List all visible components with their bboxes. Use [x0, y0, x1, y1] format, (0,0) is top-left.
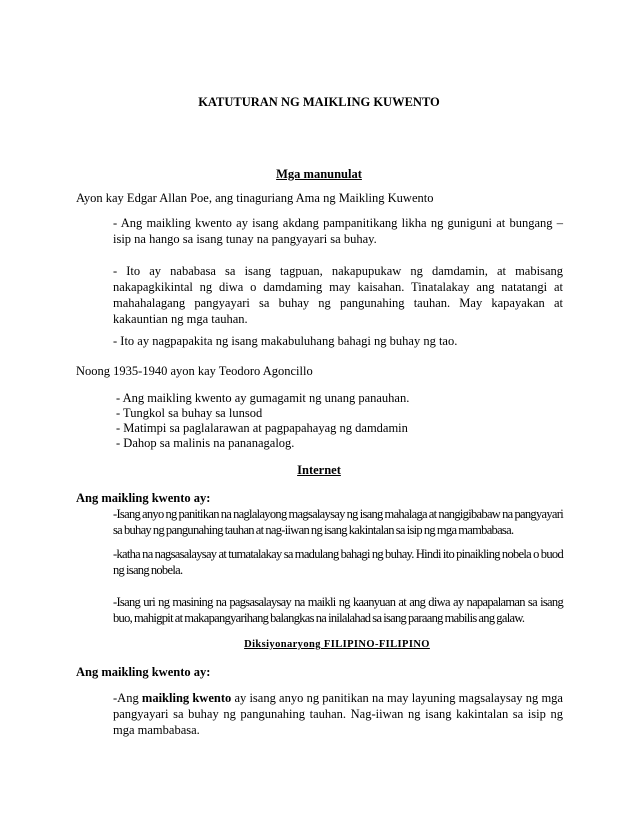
section-heading-internet: Internet — [297, 463, 341, 477]
section-heading-mga-manunulat: Mga manunulat — [276, 167, 362, 181]
section2-item-3: - Matimpi sa paglalarawan at pagpapahayag ng damdamin — [116, 421, 408, 435]
section4-lead: Ang maikling kwento ay: — [76, 665, 211, 679]
section2-intro: Noong 1935-1940 ayon kay Teodoro Agoncillo — [76, 364, 313, 378]
section2-item-2: - Tungkol sa buhay sa lunsod — [116, 406, 263, 420]
section2-item-1: - Ang maikling kwento ay gumagamit ng unang panauhan. — [116, 391, 410, 405]
section-heading-diksiyonaryo: Diksiyonaryong FILIPINO-FILIPINO — [244, 639, 430, 650]
section4-item-rest: ay isang anyo ng panitikan na may layuning magsalaysay ng mga pangyayari sa buhay ng pangunahing tauhan. Nag-iiwan ng isang kakintalan sa isip ng mga mambabasa. — [113, 691, 563, 737]
section3-item-3: -Isang uri ng masining na pagsasalaysay na maikli ng kaanyuan at ang diwa ay napapalaman sa isang buo, mahigpit at makapangyarihang balangkas na inilalahad sa isang paraang mabilis ang galaw. — [113, 595, 563, 625]
section2-item-4: - Dahop sa malinis na pananagalog. — [116, 436, 295, 450]
section4-item-1 — [113, 690, 563, 738]
section3-lead: Ang maikling kwento ay: — [76, 491, 211, 505]
section3-item-1: -Isang anyo ng panitikan na naglalayong magsalaysay ng isang mahalaga at nangigibabaw na pangyayari sa buhay ng pangunahing tauhan at nag-iiwan ng isang kakintalan sa isip ng mga mambabasa. — [113, 507, 563, 537]
section4-item-prefix: -Ang — [113, 691, 142, 705]
section4-item-term: maikling kwento — [141, 691, 232, 705]
section1-item-1: - Ang maikling kwento ay isang akdang pampanitikang likha ng guniguni at bungang – isip na hango sa isang tunay na pangyayari sa buhay. — [113, 216, 563, 246]
section1-item-2: - Ito ay nababasa sa isang tagpuan, nakapupukaw ng damdamin, at mabisang nakapagkikintal ng diwa o damdaming may kaisahan. Tinatalakay ang natatangi at mahahalagang pangyayari sa buhay ng pangunahing tauhan. May kapayakan at kakauntian ng mga tauhan. — [113, 264, 563, 326]
section3-item-2: -katha na nagsasalaysay at tumatalakay sa madulang bahagi ng buhay. Hindi ito pinaikling nobela o buod ng isang nobela. — [113, 547, 563, 577]
document-title: KATUTURAN NG MAIKLING KUWENTO — [198, 95, 440, 109]
section1-item-3: - Ito ay nagpapakita ng isang makabuluhang bahagi ng buhay ng tao. — [113, 334, 458, 348]
section1-intro: Ayon kay Edgar Allan Poe, ang tinaguriang Ama ng Maikling Kuwento — [76, 191, 434, 205]
